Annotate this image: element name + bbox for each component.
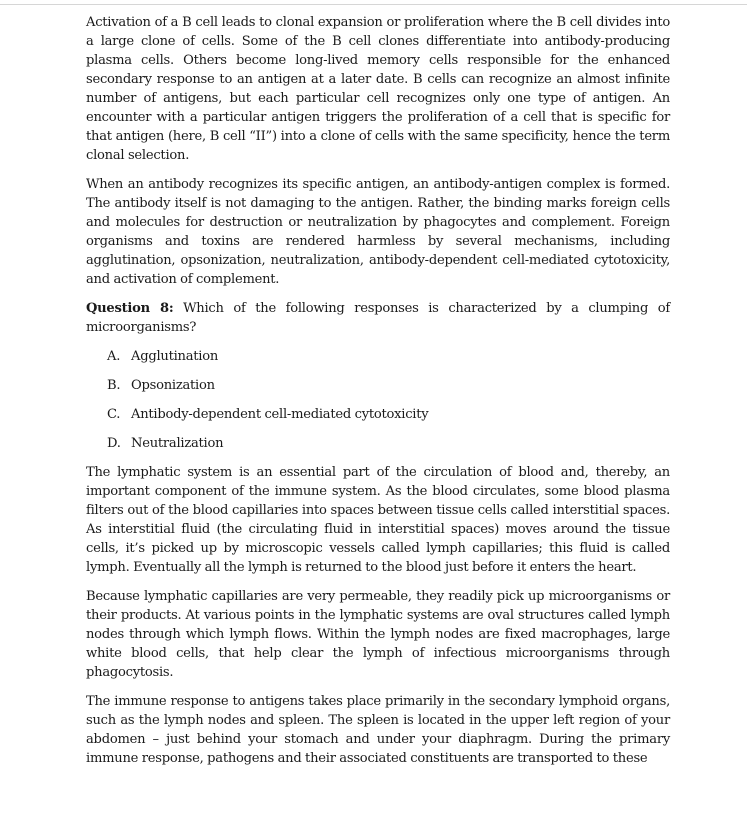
paragraph-lymphatic-system: The lymphatic system is an essential part of the circulation of blood and, thereby, an important component of the immune system. As the blood circulates, some blood plasma filters out of the blood capillaries into spaces between tissue cells called interstitial spaces. As interstitial fluid (the circulating fluid in interstitial spaces) moves around the tissue cells, it’s picked up by microscopic vessels called lymph capillaries; this fluid is called lymph. Eventually all the lymph is returned to the blood just before it enters the heart. <box>86 465 670 575</box>
page-top-rule <box>0 4 747 5</box>
option-letter: C. <box>107 407 121 422</box>
option-letter: B. <box>107 378 121 393</box>
option-a <box>107 347 670 366</box>
option-text: Neutralization <box>131 436 224 451</box>
question-label: Question 8: <box>86 301 174 316</box>
paragraph-antibody-antigen-complex: When an antibody recognizes its specific antigen, an antibody-antigen complex is formed. The antibody itself is not damaging to the antigen. Rather, the binding marks foreign cells and molecules for destruction or neutralization by phagocytes and complement. Foreign organisms and toxins are rendered harmless by several mechanisms, including agglutination, opsonization, neutralization, antibody-dependent cell-mediated cytotoxicity, and activation of complement. <box>86 177 670 287</box>
question-text: Which of the following responses is characterized by a clumping of microorganisms? <box>86 301 670 335</box>
document-page <box>86 13 670 778</box>
option-c <box>107 405 670 424</box>
option-b <box>107 376 670 395</box>
option-d <box>107 434 670 453</box>
question-8 <box>86 299 670 337</box>
option-letter: A. <box>107 349 121 364</box>
paragraph-lymph-nodes: Because lymphatic capillaries are very permeable, they readily pick up microorganisms or their products. At various points in the lymphatic systems are oval structures called lymph nodes through which lymph flows. Within the lymph nodes are fixed macrophages, large white blood cells, that help clear the lymph of infectious microorganisms through phagocytosis. <box>86 589 670 680</box>
option-text: Agglutination <box>131 349 219 364</box>
paragraph-secondary-lymphoid-organs: The immune response to antigens takes place primarily in the secondary lymphoid organs, such as the lymph nodes and spleen. The spleen is located in the upper left region of your abdomen – just behind your stomach and under your diaphragm. During the primary immune response, pathogens and their associated constituents are transported to these <box>86 694 670 766</box>
option-text: Antibody-dependent cell-mediated cytotoxicity <box>131 407 429 422</box>
option-text: Opsonization <box>131 378 215 393</box>
answer-options <box>86 347 670 453</box>
option-letter: D. <box>107 436 121 451</box>
paragraph-clonal-selection: Activation of a B cell leads to clonal expansion or proliferation where the B cell divides into a large clone of cells. Some of the B cell clones differentiate into antibody-producing plasma cells. Others become long-lived memory cells responsible for the enhanced secondary response to an antigen at a later date. B cells can recognize an almost infinite number of antigens, but each particular cell recognizes only one type of antigen. An encounter with a particular antigen triggers the proliferation of a cell that is specific for that antigen (here, B cell “II”) into a clone of cells with the same specificity, hence the term clonal selection. <box>86 15 670 163</box>
